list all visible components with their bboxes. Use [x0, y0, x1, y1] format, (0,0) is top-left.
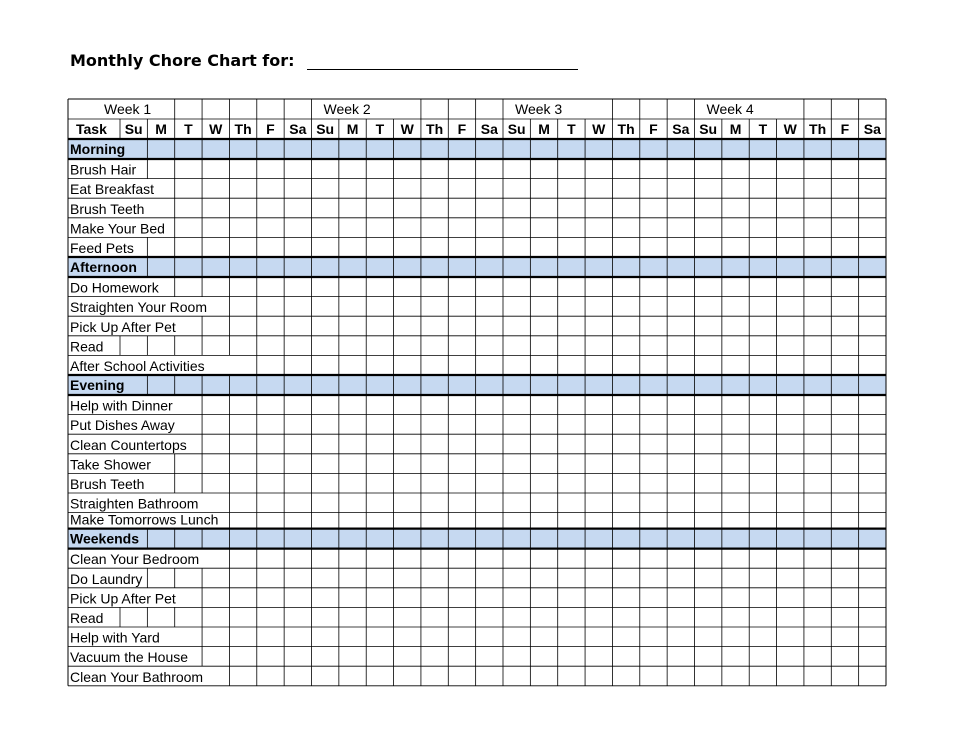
day-header: Su — [316, 121, 335, 137]
week-label: Week 4 — [706, 101, 754, 117]
day-header: Th — [809, 121, 827, 137]
task-label: Brush Hair — [70, 161, 137, 178]
section-band — [68, 529, 886, 549]
day-header: W — [209, 121, 223, 137]
section-label: Afternoon — [70, 259, 137, 275]
task-label: Pick Up After Pet — [70, 590, 176, 607]
task-label: Make Tomorrows Lunch — [70, 511, 219, 528]
day-header: T — [375, 121, 385, 137]
day-header: Th — [426, 121, 444, 137]
section-label: Weekends — [70, 530, 139, 547]
week-label: Week 2 — [323, 101, 371, 117]
day-header: Su — [507, 121, 526, 137]
task-label: Pick Up After Pet — [70, 318, 176, 335]
day-header: Th — [617, 121, 635, 137]
task-label: Clean Countertops — [70, 436, 187, 453]
day-header: Su — [699, 121, 718, 137]
day-header: W — [592, 121, 606, 137]
task-label: Brush Teeth — [70, 200, 145, 217]
task-label: Clean Your Bathroom — [70, 668, 204, 685]
day-header: T — [758, 121, 768, 137]
day-header: M — [538, 121, 550, 137]
section-band — [68, 375, 886, 395]
task-label: Help with Yard — [70, 629, 160, 646]
task-label: Brush Teeth — [70, 476, 145, 492]
section-label: Evening — [70, 377, 125, 393]
day-header: Th — [234, 121, 252, 137]
section-band — [68, 257, 886, 277]
week-label: Week 3 — [515, 101, 563, 117]
task-label: Put Dishes Away — [70, 417, 175, 434]
task-label: Straighten Bathroom — [70, 495, 199, 512]
day-header: F — [649, 121, 658, 137]
task-label: Do Homework — [70, 279, 159, 296]
section-label: Morning — [70, 141, 126, 157]
task-label: Feed Pets — [70, 240, 134, 256]
day-header: F — [266, 121, 275, 137]
task-label: Read — [70, 610, 104, 626]
task-header: Task — [76, 121, 107, 137]
day-header: Su — [124, 121, 143, 137]
day-header: W — [783, 121, 797, 137]
task-label: Make Your Bed — [70, 220, 165, 237]
day-header: Sa — [863, 121, 881, 137]
day-header: M — [155, 121, 167, 137]
task-label: Clean Your Bedroom — [70, 551, 200, 568]
section-band — [68, 139, 886, 159]
day-header: M — [729, 121, 742, 137]
task-label: Do Laundry — [70, 570, 143, 587]
task-label: Vacuum the House — [70, 649, 189, 666]
task-label: Help with Dinner — [70, 397, 173, 414]
task-label: Eat Breakfast — [70, 181, 155, 198]
day-header: W — [400, 121, 414, 137]
day-header: Sa — [480, 121, 498, 137]
day-header: Sa — [289, 121, 307, 137]
task-label: Take Shower — [70, 456, 151, 473]
task-label: Read — [70, 338, 104, 355]
day-header: F — [840, 121, 850, 137]
week-label: Week 1 — [104, 101, 152, 117]
task-label: After School Activities — [70, 358, 205, 374]
day-header: T — [567, 121, 576, 137]
day-header: Sa — [672, 121, 690, 137]
day-header: T — [184, 121, 193, 137]
chart-title: Monthly Chore Chart for: — [70, 51, 295, 70]
day-header: M — [346, 121, 359, 137]
task-label: Straighten Your Room — [70, 299, 207, 316]
day-header: F — [457, 121, 467, 137]
